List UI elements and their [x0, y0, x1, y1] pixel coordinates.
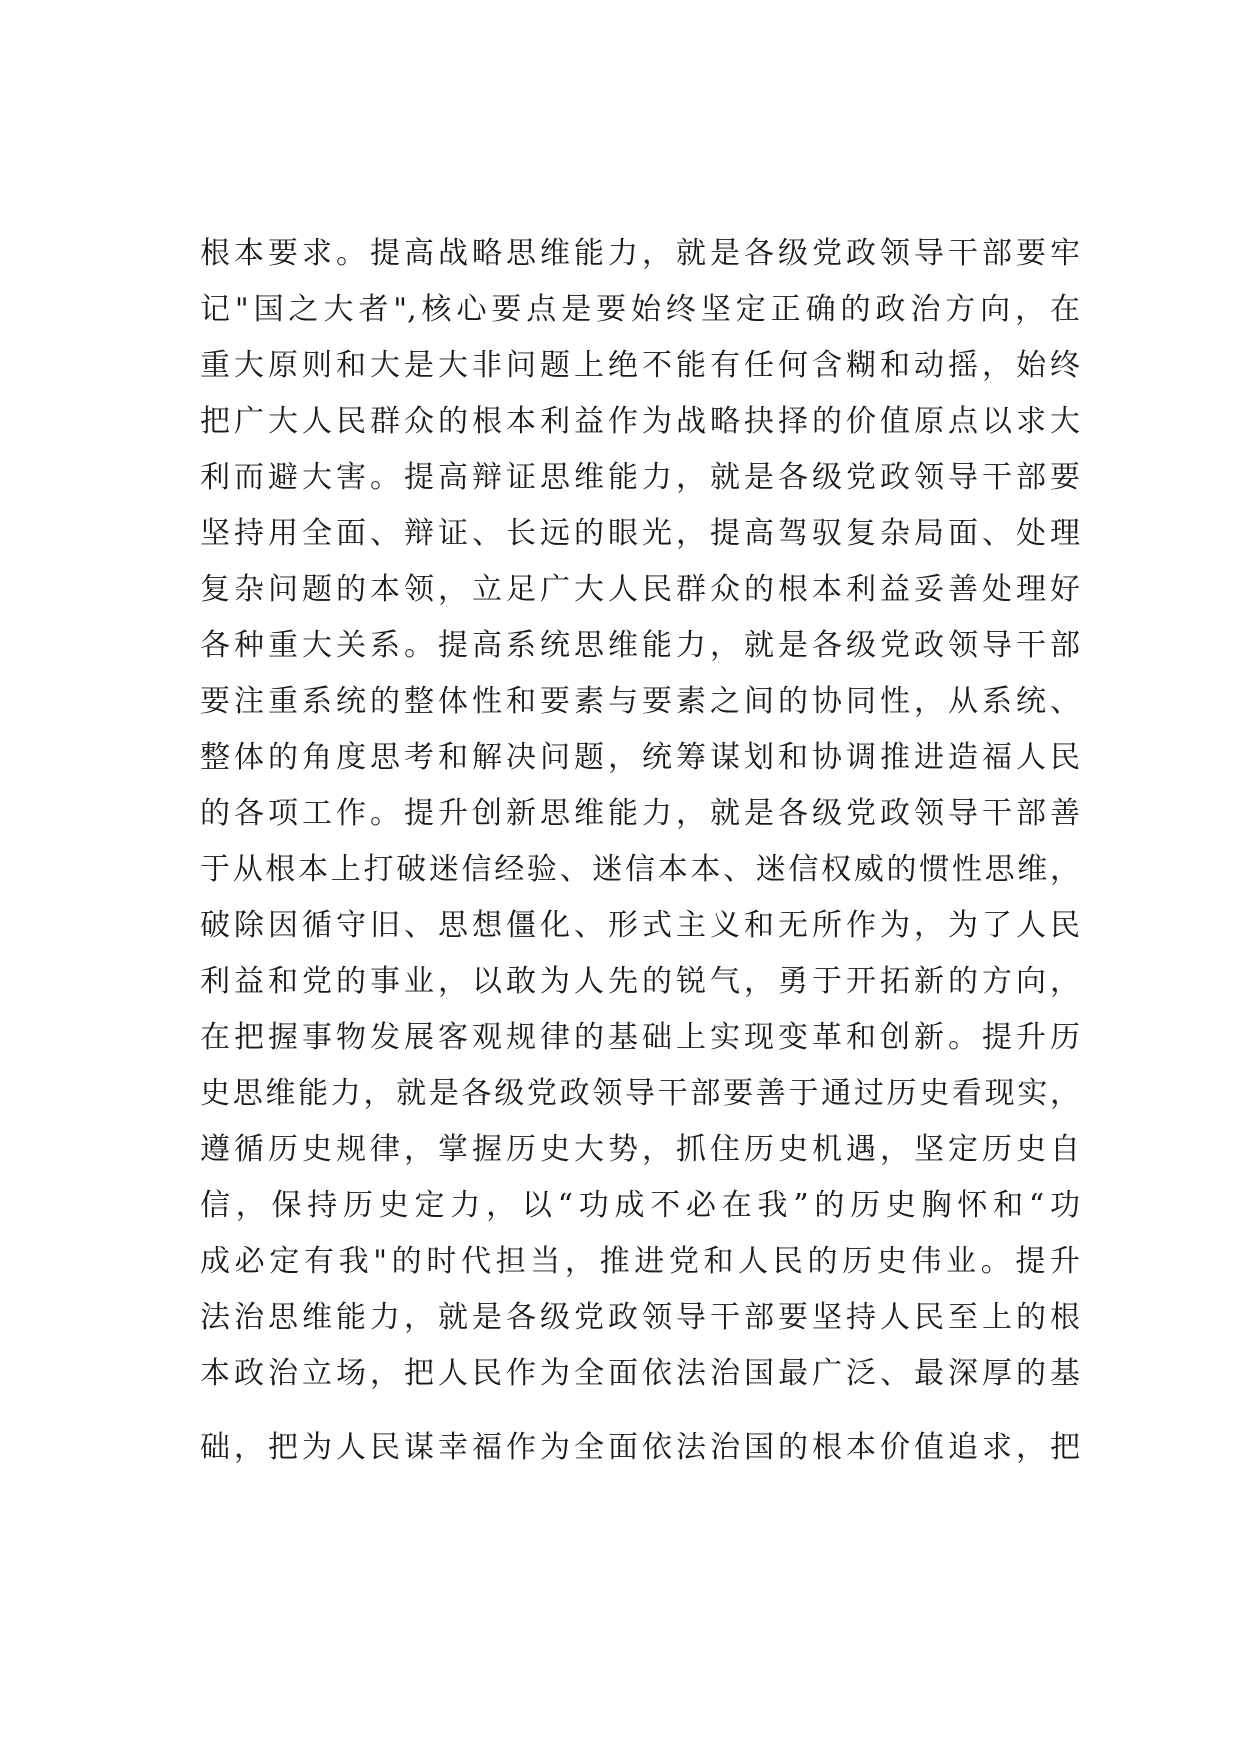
text-line: 础，把为人民谋幸福作为全面依法治国的根本价值追求，把 [200, 1430, 1080, 1465]
text-line: 根本要求。提高战略思维能力，就是各级党政领导干部要牢 [200, 236, 1080, 271]
text-line: 整体的角度思考和解决问题，统筹谋划和协调推进造福人民 [200, 740, 1080, 775]
text-line: 记"国之大者",核心要点是要始终坚定正确的政治方向，在 [200, 292, 1080, 327]
text-line: 各种重大关系。提高系统思维能力，就是各级党政领导干部 [200, 628, 1080, 663]
text-line: 利益和党的事业，以敢为人先的锐气，勇于开拓新的方向， [200, 964, 1080, 999]
text-line: 在把握事物发展客观规律的基础上实现变革和创新。提升历 [200, 1020, 1080, 1055]
text-line: 成必定有我"的时代担当，推进党和人民的历史伟业。提升 [200, 1244, 1080, 1279]
text-line: 遵循历史规律，掌握历史大势，抓住历史机遇，坚定历史自 [200, 1132, 1080, 1167]
text-line: 法治思维能力，就是各级党政领导干部要坚持人民至上的根 [200, 1300, 1080, 1335]
text-line: 的各项工作。提升创新思维能力，就是各级党政领导干部善 [200, 796, 1080, 831]
text-line: 史思维能力，就是各级党政领导干部要善于通过历史看现实， [200, 1076, 1080, 1111]
text-line: 把广大人民群众的根本利益作为战略抉择的价值原点以求大 [200, 404, 1080, 439]
body-paragraph [200, 226, 1080, 1476]
text-line: 于从根本上打破迷信经验、迷信本本、迷信权威的惯性思维， [200, 852, 1080, 887]
text-line: 利而避大害。提高辩证思维能力，就是各级党政领导干部要 [200, 460, 1080, 495]
text-line: 本政治立场，把人民作为全面依法治国最广泛、最深厚的基 [200, 1356, 1080, 1391]
text-line: 破除因循守旧、思想僵化、形式主义和无所作为，为了人民 [200, 908, 1080, 943]
text-line: 信，保持历史定力，以“功成不必在我”的历史胸怀和“功 [200, 1188, 1080, 1223]
text-line: 重大原则和大是大非问题上绝不能有任何含糊和动摇，始终 [200, 348, 1080, 383]
text-line: 要注重系统的整体性和要素与要素之间的协同性，从系统、 [200, 684, 1080, 719]
text-line: 坚持用全面、辩证、长远的眼光，提高驾驭复杂局面、处理 [200, 516, 1080, 551]
text-line: 复杂问题的本领，立足广大人民群众的根本利益妥善处理好 [200, 572, 1080, 607]
